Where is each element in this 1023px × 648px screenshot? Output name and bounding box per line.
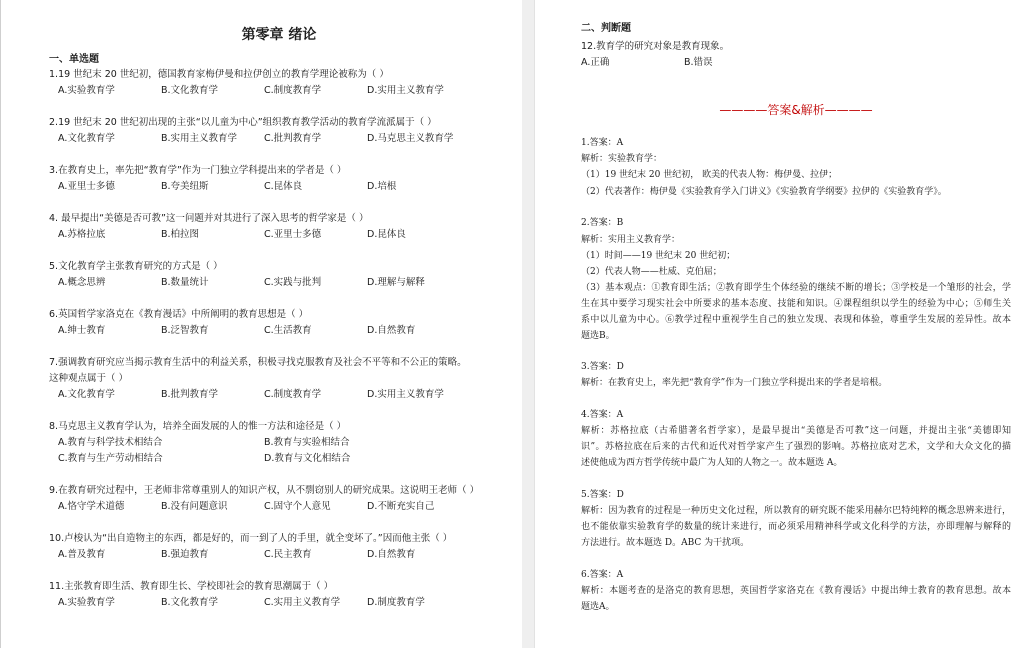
- option-d: D.制度教育学: [367, 597, 425, 608]
- explanation-line: （2）代表著作：梅伊曼《实验教育学入门讲义》《实验教育学纲要》拉伊的《实验教育学》。: [581, 187, 947, 197]
- option-c: C.教育与生产劳动相结合: [58, 453, 163, 464]
- option-d: D.自然教育: [367, 325, 416, 336]
- option-a: A.正确: [581, 57, 610, 68]
- answer-key: 1.答案：A: [581, 138, 624, 148]
- option-a: A.绅士教育: [58, 325, 106, 336]
- option-a: A.亚里士多德: [58, 181, 115, 192]
- option-d: D.不断充实自己: [367, 501, 435, 512]
- option-a: A.文化教育学: [58, 389, 115, 400]
- explanation-line: （1）19 世纪末 20 世纪初， 欧美的代表人物：梅伊曼、拉伊；: [581, 170, 838, 180]
- answer-key: 6.答案：A: [581, 570, 624, 580]
- option-a: A.苏格拉底: [58, 229, 106, 240]
- right-page: [534, 0, 1023, 648]
- option-d: D.实用主义教育学: [367, 389, 444, 400]
- option-b: B.没有问题意识: [161, 501, 228, 512]
- option-a: A.实验教育学: [58, 597, 115, 608]
- option-b: B.教育与实验相结合: [264, 437, 350, 448]
- explanation-line: 解析：实用主义教育学：: [581, 235, 681, 245]
- answer-key: 3.答案：D: [581, 362, 624, 372]
- question-stem: 4. 最早提出“美德是否可教”这一问题并对其进行了深入思考的哲学家是（ ）: [49, 213, 369, 224]
- option-a: A.实验教育学: [58, 85, 115, 96]
- option-b: B.错误: [684, 57, 713, 68]
- section-title-true-false: 二、判断题: [581, 23, 631, 34]
- option-c: C.民主教育: [264, 549, 312, 560]
- section-title-single-choice: 一、单选题: [49, 54, 99, 65]
- explanation-line: 解析：本题考查的是洛克的教育思想，英国哲学家洛克在《教育漫话》中提出绅士教育的教育思想。故本: [581, 586, 1011, 596]
- question-stem: 6.英国哲学家洛克在《教育漫话》中所阐明的教育思想是（ ）: [49, 309, 309, 320]
- option-c: C.生活教育: [264, 325, 312, 336]
- option-a: A.恪守学术道德: [58, 501, 125, 512]
- explanation-line: 解析：因为教育的过程是一种历史文化过程，所以教育的研究既不能采用赫尔巴特纯粹的概念思辨来进行，: [581, 506, 1011, 516]
- explanation-line: 解析：在教育史上，率先把“教育学”作为一门独立学科提出来的学者是培根。: [581, 378, 888, 388]
- option-d: D.培根: [367, 181, 397, 192]
- option-b: B.文化教育学: [161, 85, 219, 96]
- option-b: B.实用主义教育学: [161, 133, 238, 144]
- option-c: C.亚里士多德: [264, 229, 322, 240]
- explanation-line: 方法进行。故本题选 D。ABC 为干扰项。: [581, 538, 750, 548]
- question-stem: 11.主张教育即生活、教育即生长、学校即社会的教育思潮属于（ ）: [49, 581, 334, 592]
- option-b: B.夸美纽斯: [161, 181, 209, 192]
- option-d: D.马克思主义教育学: [367, 133, 454, 144]
- answer-key: 4.答案：A: [581, 410, 624, 420]
- option-a: A.文化教育学: [58, 133, 115, 144]
- option-b: B.文化教育学: [161, 597, 219, 608]
- option-d: D.实用主义教育学: [367, 85, 444, 96]
- answer-key: 5.答案：D: [581, 490, 624, 500]
- question-stem: 2.19 世纪末 20 世纪初出现的主张“以儿童为中心”组织教育教学活动的教育学流派属于（ ）: [49, 117, 437, 128]
- option-c: C.批判教育学: [264, 133, 322, 144]
- question-stem: 3.在教育史上，率先把“教育学”作为一门独立学科提出来的学者是（ ）: [49, 165, 347, 176]
- answer-heading: ————答案&解析————: [719, 103, 873, 117]
- option-c: C.固守个人意见: [264, 501, 331, 512]
- option-d: D.自然教育: [367, 549, 416, 560]
- option-d: D.理解与解释: [367, 277, 425, 288]
- option-a: A.教育与科学技术相结合: [58, 437, 163, 448]
- explanation-line: 也不能依靠实验教育学的数量的统计来进行，而必须采用精神科学或文化科学的方法，亦即理解与解释的: [581, 522, 1011, 532]
- question-stem: 7.强调教育研究应当揭示教育生活中的利益关系，积极寻找克服教育及社会不平等和不公正的策略。: [49, 357, 467, 368]
- option-c: C.制度教育学: [264, 85, 322, 96]
- option-c: C.实践与批判: [264, 277, 322, 288]
- option-b: B.数量统计: [161, 277, 209, 288]
- question-stem: 8.马克思主义教育学认为，培养全面发展的人的惟一方法和途径是（ ）: [49, 421, 347, 432]
- explanation-line: （2）代表人物——杜威、克伯屈；: [581, 267, 722, 277]
- option-a: A.普及教育: [58, 549, 106, 560]
- explanation-line: 题选A。: [581, 602, 615, 612]
- option-c: C.昆体良: [264, 181, 303, 192]
- option-d: D.教育与文化相结合: [264, 453, 351, 464]
- explanation-line: 识”。苏格拉底在后来的古代和近代对哲学家产生了强烈的影响。苏格拉底对艺术，文学和大众文化的描: [581, 442, 1011, 452]
- question-stem: 9.在教育研究过程中，王老师非常尊重别人的知识产权，从不剽窃别人的研究成果。这说明王老师（ ）: [49, 485, 480, 496]
- question-stem: 10.卢梭认为“出自造物主的东西，都是好的，而一到了人的手里，就全变坏了。”因而他主张（ ）: [49, 533, 453, 544]
- question-stem: 1.19 世纪末 20 世纪初，德国教育家梅伊曼和拉伊创立的教育学理论被称为（ ）: [49, 69, 389, 80]
- chapter-title: 第零章 绪论: [241, 27, 317, 43]
- explanation-line: 系中以儿童为中心。⑥教学过程中重视学生自己的独立发现、表现和体验，尊重学生发展的差异性。故本: [581, 315, 1011, 325]
- option-d: D.昆体良: [367, 229, 406, 240]
- explanation-line: （1）时间——19 世纪末 20 世纪初；: [581, 251, 736, 261]
- option-b: B.强迫教育: [161, 549, 209, 560]
- explanation-line: 述使他成为西方哲学传统中最广为人知的人物之一。故本题选 A。: [581, 458, 843, 468]
- question-stem: 5.文化教育学主张教育研究的方式是（ ）: [49, 261, 223, 272]
- explanation-line: 题选B。: [581, 331, 615, 341]
- question-stem: 12.教育学的研究对象是教育现象。: [581, 41, 730, 52]
- explanation-line: 生在其中要学习现实社会中所要求的基本态度、技能和知识。④课程组织以学生的经验为中心；⑤师生关: [581, 299, 1011, 309]
- explanation-line: （3）基本观点：①教育即生活；②教育即学生个体经验的继续不断的增长；③学校是一个雏形的社会，学: [581, 283, 1011, 293]
- option-b: B.批判教育学: [161, 389, 219, 400]
- option-c: C.实用主义教育学: [264, 597, 341, 608]
- answer-key: 2.答案：B: [581, 218, 624, 228]
- question-stem-continued: 这种观点属于（ ）: [49, 373, 129, 384]
- option-b: B.泛智教育: [161, 325, 209, 336]
- explanation-line: 解析：实验教育学：: [581, 154, 663, 164]
- option-c: C.制度教育学: [264, 389, 322, 400]
- option-b: B.柏拉图: [161, 229, 200, 240]
- option-a: A.概念思辨: [58, 277, 106, 288]
- explanation-line: 解析：苏格拉底（古希腊著名哲学家），是最早提出“美德是否可教”这一问题，并提出主张“美德即知: [581, 426, 1011, 436]
